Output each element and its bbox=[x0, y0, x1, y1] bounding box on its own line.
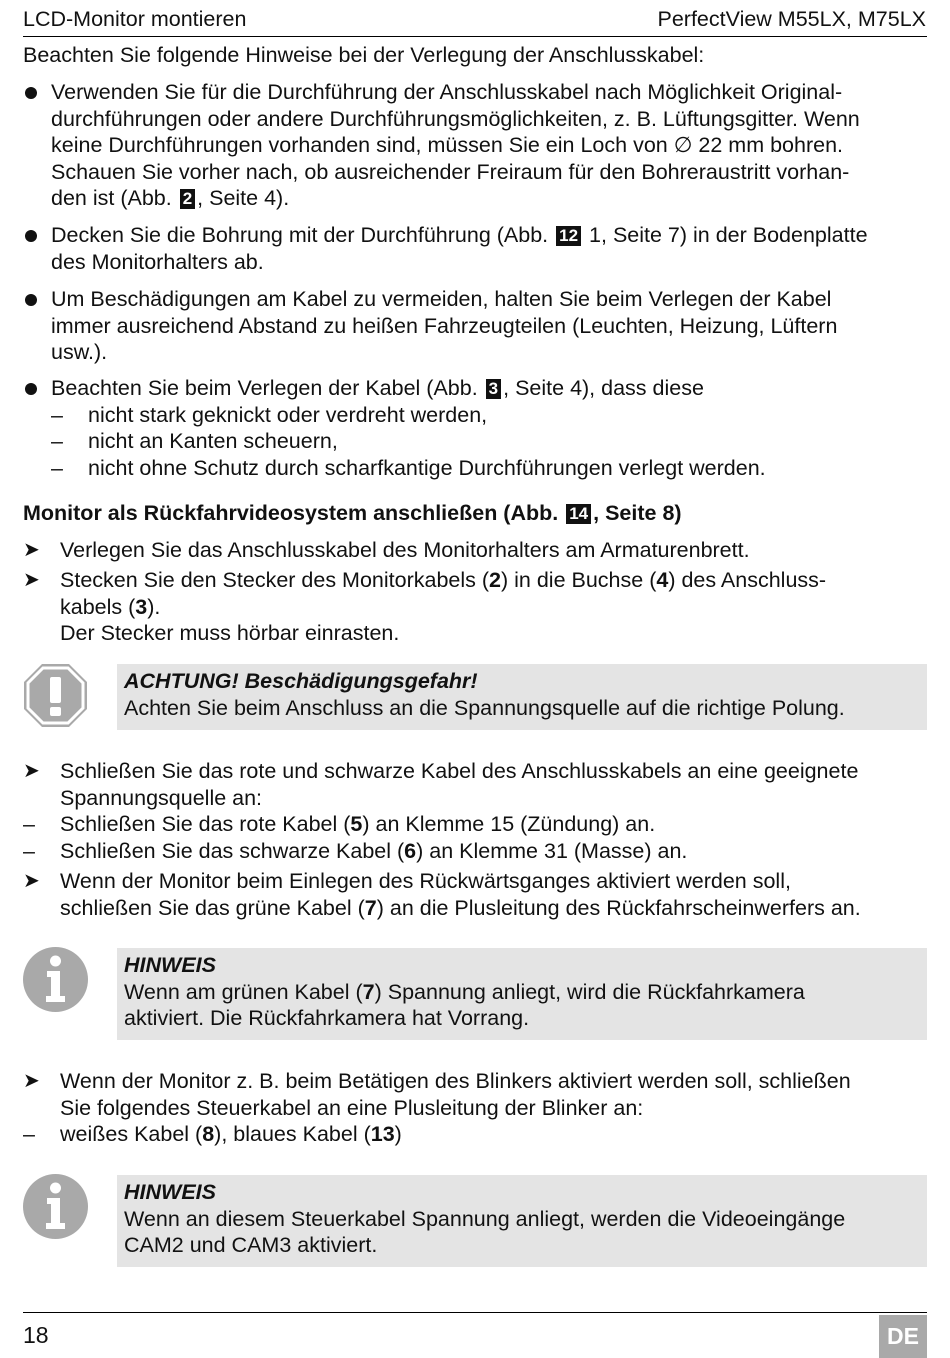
instruction-step: ➤ Verlegen Sie das Anschlusskabel des Monitorhalters am Armaturenbrett. bbox=[23, 538, 750, 562]
instruction-step: ➤ Stecken Sie den Stecker des Monitorkabels (2) in die Buchse (4) des Anschluss- kabels (3). Der Stecker muss hörbar einrasten. bbox=[23, 568, 827, 645]
figure-reference-badge: 2 bbox=[180, 189, 195, 209]
dash-list-item: – nicht ohne Schutz durch scharfkantige Durchführungen verlegt werden. bbox=[51, 455, 766, 480]
note-box: HINWEIS Wenn an diesem Steuerkabel Spannung anliegt, werden die Videoeingänge CAM2 und CAM3 aktiviert. bbox=[117, 1175, 927, 1267]
arrow-icon: ➤ bbox=[23, 569, 40, 591]
warning-text: Achten Sie beim Anschluss an die Spannungsquelle auf die richtige Polung. bbox=[124, 695, 845, 720]
figure-reference-badge: 12 bbox=[556, 226, 581, 246]
arrow-icon: ➤ bbox=[23, 760, 40, 782]
note-title: HINWEIS bbox=[124, 953, 216, 977]
bullet-dot bbox=[25, 230, 37, 242]
arrow-icon: ➤ bbox=[23, 1070, 40, 1092]
bullet-dot bbox=[25, 87, 37, 99]
arrow-icon: ➤ bbox=[23, 539, 40, 561]
info-icon bbox=[22, 1173, 89, 1247]
running-header-chapter: LCD-Monitor montieren bbox=[23, 7, 247, 31]
bullet-item-cable-routing: Beachten Sie beim Verlegen der Kabel (Abb. 3 , Seite 4), dass diese – nicht stark geknickt oder verdreht werden, – nicht an Kanten scheuern, – nicht ohne Schutz durch scharfkantige Durchführungen verlegt werden. bbox=[23, 375, 928, 481]
bullet-item-heat-distance: Um Beschädigungen am Kabel zu vermeiden, halten Sie beim Verlegen der Kabel immer ausreichend Abstand zu heißen Fahrzeugteilen (Leuchten, Heizung, Lüftern usw.). bbox=[23, 286, 928, 366]
dash-list-item: – Schließen Sie das rote Kabel (5) an Klemme 15 (Zündung) an. bbox=[23, 812, 656, 836]
footer-divider bbox=[23, 1312, 927, 1313]
note-box: HINWEIS Wenn am grünen Kabel (7) Spannung anliegt, wird die Rückfahrkamera aktiviert. Die Rückfahrkamera hat Vorrang. bbox=[117, 948, 927, 1040]
dash-list-item: – Schließen Sie das schwarze Kabel (6) an Klemme 31 (Masse) an. bbox=[23, 838, 688, 863]
bullet-item-cable-passage: Verwenden Sie für die Durchführung der Anschlusskabel nach Möglichkeit Original- durchführungen oder andere Durchführungsmöglichkeiten, z. B. Lüftungsgitter. Wenn keine Durchführungen vorhanden sind, müssen Sie ein Loch von ∅ 22 mm bohren. Schauen Sie vorher nach, ob ausreichender Freiraum für den Bohreraustritt vorhan- den ist (Abb. 2 , Seite 4). bbox=[23, 79, 928, 212]
intro-paragraph: Beachten Sie folgende Hinweise bei der Verlegung der Anschlusskabel: bbox=[23, 43, 705, 67]
figure-reference-badge: 3 bbox=[486, 379, 501, 399]
bullet-dot bbox=[25, 294, 37, 306]
running-header-product: PerfectView M55LX, M75LX bbox=[657, 7, 926, 31]
bullet-item-cover-hole: Decken Sie die Bohrung mit der Durchführung (Abb. 12 1, Seite 7) in der Bodenplatte des Monitorhalters ab. bbox=[23, 222, 928, 275]
dash-list-item: – nicht stark geknickt oder verdreht werden, bbox=[51, 402, 488, 427]
figure-reference-badge: 14 bbox=[566, 504, 591, 524]
instruction-step: ➤ Wenn der Monitor z. B. beim Betätigen des Blinkers aktiviert werden soll, schließen Sie folgendes Steuerkabel an eine Plusleitung der Blinker an: – weißes Kabel (8), blaues Kabel (13) bbox=[23, 1068, 928, 1148]
section-heading: Monitor als Rückfahrvideosystem anschließen (Abb. 14 , Seite 8) bbox=[23, 501, 682, 525]
page-number: 18 bbox=[23, 1322, 49, 1348]
bullet-dot bbox=[25, 383, 37, 395]
dash-list-item: – weißes Kabel (8), blaues Kabel (13) bbox=[23, 1122, 402, 1146]
note-title: HINWEIS bbox=[124, 1180, 216, 1204]
language-badge: DE bbox=[879, 1315, 927, 1358]
warning-exclamation-icon bbox=[22, 662, 89, 736]
warning-title: ACHTUNG! Beschädigungsgefahr! bbox=[124, 669, 478, 693]
arrow-icon: ➤ bbox=[23, 870, 40, 892]
warning-box bbox=[117, 664, 927, 730]
instruction-step: ➤ Wenn der Monitor beim Einlegen des Rückwärtsganges aktiviert werden soll, schließen Sie das grüne Kabel (7) an die Plusleitung des Rückfahrscheinwerfers an. bbox=[23, 869, 861, 920]
instruction-step: ➤ Schließen Sie das rote und schwarze Kabel des Anschlusskabels an eine geeignete Spannungsquelle an: – Schließen Sie das rote Kabel (5) an Klemme 15 (Zündung) an. – Schließen Sie das schwarze Kabel (6) an Klemme 31 (Masse) an. bbox=[23, 758, 928, 864]
dash-list-item: – nicht an Kanten scheuern, bbox=[51, 429, 338, 453]
header-divider bbox=[23, 36, 927, 37]
info-icon bbox=[22, 946, 89, 1020]
